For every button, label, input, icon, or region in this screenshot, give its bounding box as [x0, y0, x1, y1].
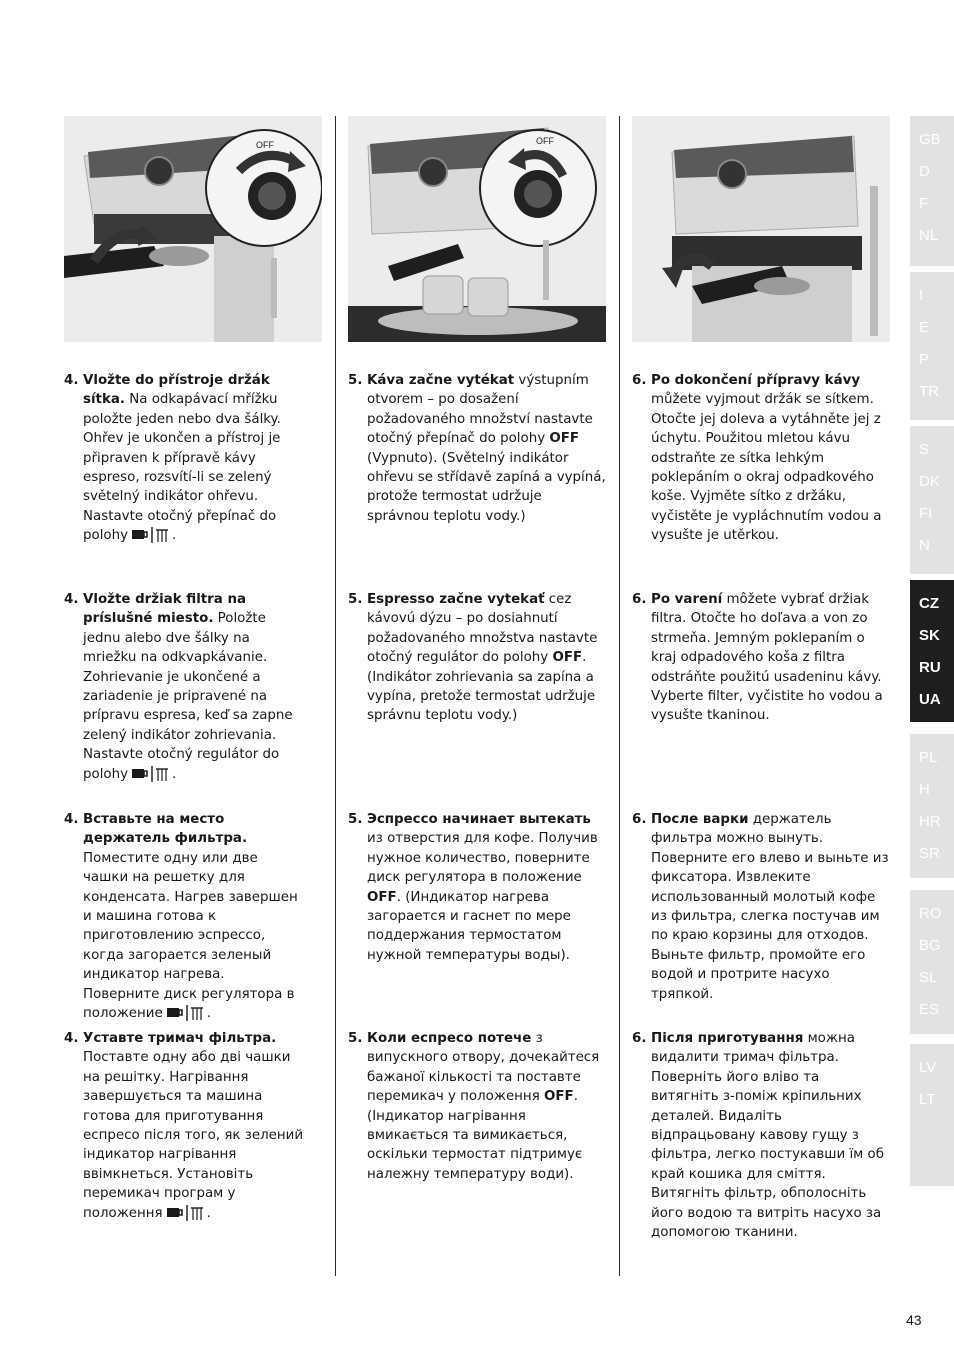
lang-tab-es[interactable]: ES — [919, 1001, 940, 1018]
step-heading: Вставьте на место держатель фильтра. — [83, 812, 248, 847]
step-number: 5. — [348, 592, 363, 607]
lang-tab-s[interactable]: S — [919, 441, 930, 458]
lang-tab-p[interactable]: P — [919, 351, 930, 368]
step-heading: Espresso začne vytekať — [367, 592, 545, 607]
lang-tab-fi[interactable]: FI — [919, 505, 933, 522]
column-divider — [619, 116, 620, 1276]
cz-step-5: 5. Káva začne vytékat výstupním otvorem – po dosažení požadovaného množství nastavte otočný přepínač do polohy OFF (Vypnuto). (Světelný indikátor ohřevu se střídavě zapíná a vypíná, protože termostat udržuje správnou teplotu vody.) — [348, 373, 606, 524]
step-number: 6. — [632, 1031, 647, 1046]
lang-tab-group-2[interactable] — [910, 272, 954, 420]
lang-tab-cz[interactable]: CZ — [919, 595, 939, 612]
step-heading: Po varení — [651, 592, 723, 607]
illustration-step-6 — [632, 116, 890, 342]
lang-tab-sk[interactable]: SK — [919, 627, 940, 644]
lang-tab-tr[interactable]: TR — [919, 383, 939, 400]
espresso-setting-icon — [132, 766, 172, 782]
lang-tab-gb[interactable]: GB — [919, 131, 941, 148]
lang-tab-i[interactable]: I — [919, 287, 924, 304]
column-divider — [335, 116, 336, 1276]
step-number: 6. — [632, 373, 647, 388]
espresso-setting-icon — [132, 527, 172, 543]
step-heading: Уставте тримач фільтра. — [83, 1031, 277, 1046]
step-heading: После варки — [651, 812, 749, 827]
lang-tab-ro[interactable]: RO — [919, 905, 942, 922]
ru-step-4: 4. Вставьте на место держатель фильтра. Поместите одну или две чашки на решетку для конденсата. Нагрев завершен и машина готова к приготовлению эспрессо, когда загорается зеленый индикатор нагрева. Поверните диск регулятора в положение . — [64, 812, 298, 1022]
lang-tab-sr[interactable]: SR — [919, 845, 940, 862]
lang-tab-hr[interactable]: HR — [919, 813, 941, 830]
cz-step-4: 4. Vložte do přístroje držák sítka. Na odkapávací mřížku položte jeden nebo dva šálky. Ohřev je ukončen a přístroj je připraven k přípravě kávy espreso, rozsvítí-li se zelený světelný indikátor ohřevu. Nastavte otočný přepínač do polohy . — [64, 373, 281, 544]
step-number: 5. — [348, 1031, 363, 1046]
lang-tab-lt[interactable]: LT — [919, 1091, 936, 1108]
step-heading: Коли еспресо потече — [367, 1031, 532, 1046]
espresso-setting-icon — [167, 1205, 207, 1221]
illustration-step-4 — [64, 116, 322, 342]
lang-tab-lv[interactable]: LV — [919, 1059, 937, 1076]
lang-tab-ru[interactable]: RU — [919, 659, 941, 676]
cz-step-6: 6. Po dokončení přípravy kávy můžete vyjmout držák se sítkem. Otočte jej doleva a vytáhněte jej z úchytu. Použitou mletou kávu odstraňte ze sítka lehkým poklepáním o okraj odpadkového koše. Vyjměte sítko z držáku, vyčistěte je vypláchnutím vodou a vysušte je utěrkou. — [632, 373, 882, 544]
sk-step-4: 4. Vložte držiak filtra na príslušné miesto. Položte jednu alebo dve šálky na mriežku na odkvapkávanie. Zohrievanie je ukončené a zariadenie je pripravené na prípravu espresa, keď sa zapne zelený indikátor zohrievania. Nastavte otočný regulátor do polohy . — [64, 592, 293, 782]
ua-step-4: 4. Уставте тримач фільтра. Поставте одну або дві чашки на решітку. Нагрівання завершується та машина готова для приготування еспресо після того, як зелений індикатор нагрівання ввімкнеться. Установіть перемикач програм у положення . — [64, 1031, 304, 1221]
step-heading: Káva začne vytékat — [367, 373, 515, 388]
step-number: 4. — [64, 592, 79, 607]
ru-step-6: 6. После варки держатель фильтра можно вынуть. Поверните его влево и выньте из фиксатора. Извлеките использованный молотый кофе из фильтра, слегка постучав им по краю корзины для отходов. Выньте фильтр, промойте его водой и протрите насухо тряпкой. — [632, 812, 889, 1002]
lang-tab-group-1[interactable] — [910, 116, 954, 266]
lang-tab-group-5[interactable] — [910, 734, 954, 878]
page-number: 43 — [906, 1312, 922, 1328]
lang-tab-sl[interactable]: SL — [919, 969, 938, 986]
lang-tab-pl[interactable]: PL — [919, 749, 938, 766]
lang-tab-f[interactable]: F — [919, 195, 929, 212]
step-heading: Vložte do přístroje držák sítka. — [83, 373, 270, 408]
ua-step-6: 6. Після приготування можна видалити тримач фільтра. Поверніть його вліво та витягніть з-поміж кріпильних деталей. Видаліть відпрацьовану кавову гущу з фільтра, легко постукавши їм об край кошика для сміття. Витягніть фільтр, обполосніть його водою та витріть насухо за допомогою тканини. — [632, 1031, 884, 1241]
step-number: 5. — [348, 812, 363, 827]
lang-tab-group-active[interactable] — [910, 580, 954, 722]
espresso-setting-icon — [167, 1005, 207, 1021]
step-number: 4. — [64, 812, 79, 827]
svg-text:OFF: OFF — [256, 140, 274, 150]
ua-step-5: 5. Коли еспресо потече з випускного отвору, дочекайтеся бажаної кількості та поставте перемикач у положення OFF. (Індикатор нагрівання вмикається та вимикається, оскільки термостат підтримує належну температуру води). — [348, 1031, 600, 1182]
svg-text:OFF: OFF — [536, 136, 554, 146]
lang-tab-e[interactable]: E — [919, 319, 930, 336]
step-heading: Vložte držiak filtra na príslušné miesto. — [83, 592, 247, 627]
step-heading: Po dokončení přípravy kávy — [651, 373, 861, 388]
lang-tab-group-6[interactable] — [910, 890, 954, 1034]
step-number: 6. — [632, 592, 647, 607]
ru-step-5: 5. Эспрессо начинает вытекать из отверстия для кофе. Получив нужное количество, поверните диск регулятора в положение OFF. (Индикатор нагрева загорается и гаснет по мере поддержания термостатом нужной температуры воды). — [348, 812, 598, 963]
sk-step-6: 6. Po varení môžete vybrať držiak filtra. Otočte ho doľava a von zo strmeňa. Jemným poklepaním o kraj odpadového koša z filtra odstráňte použitú usadeninu kávy. Vyberte filter, vyčistite ho vodou a vysušte tkaninou. — [632, 592, 883, 724]
step-number: 4. — [64, 373, 79, 388]
step-number: 5. — [348, 373, 363, 388]
lang-tab-dk[interactable]: DK — [919, 473, 940, 490]
sk-step-5: 5. Espresso začne vytekať cez kávovú dýzu – po dosiahnutí požadovaného množstva nastavte otočný regulátor do polohy OFF. (Indikátor zohrievania sa zapína a vypína, pretože termostat udržuje správnu teplotu vody.) — [348, 592, 598, 724]
step-heading: Эспрессо начинает вытекать — [367, 812, 591, 827]
step-number: 6. — [632, 812, 647, 827]
step-heading: Після приготування — [651, 1031, 804, 1046]
step-number: 4. — [64, 1031, 79, 1046]
lang-tab-nl[interactable]: NL — [919, 227, 939, 244]
lang-tab-d[interactable]: D — [919, 163, 930, 180]
lang-tab-h[interactable]: H — [919, 781, 930, 798]
illustration-step-5 — [348, 116, 606, 342]
lang-tab-group-3[interactable] — [910, 426, 954, 574]
lang-tab-group-7[interactable] — [910, 1044, 954, 1186]
lang-tab-ua[interactable]: UA — [919, 691, 941, 708]
lang-tab-bg[interactable]: BG — [919, 937, 941, 954]
lang-tab-n[interactable]: N — [919, 537, 930, 554]
